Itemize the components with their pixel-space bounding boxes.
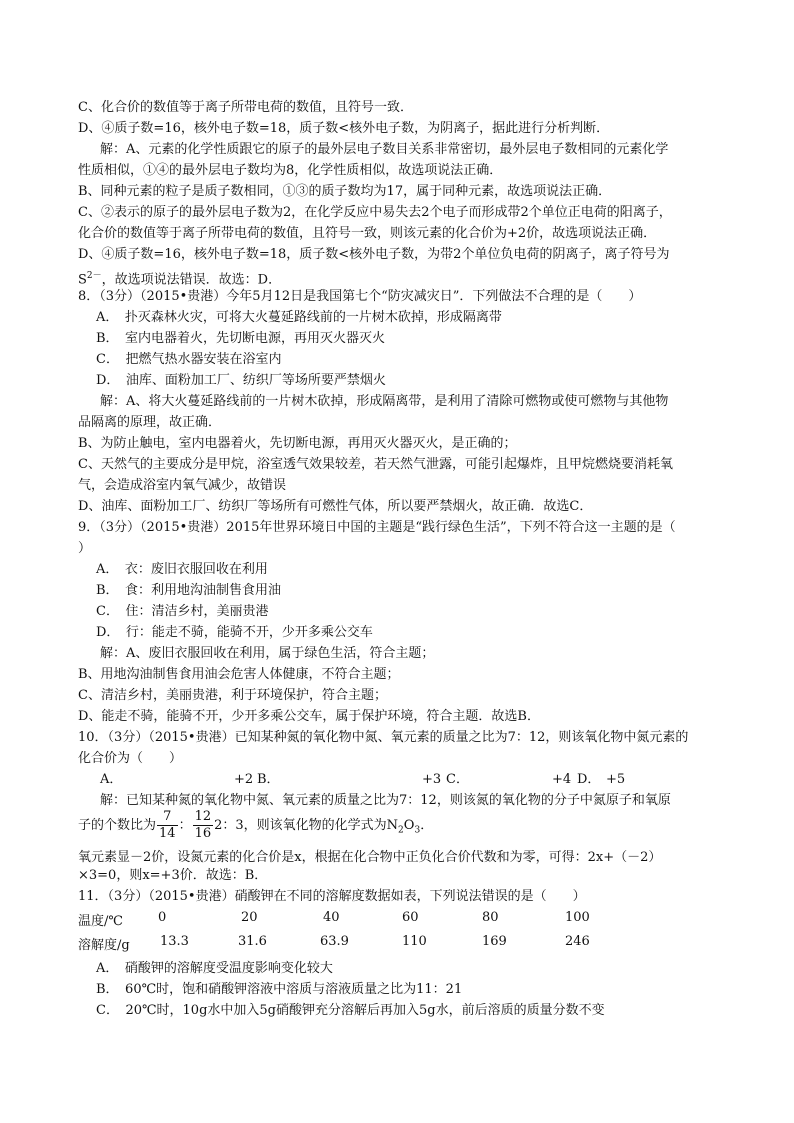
option-b-label: B． xyxy=(257,772,280,787)
question-10-options xyxy=(100,770,626,790)
table-cell: 40 xyxy=(323,910,340,925)
question-11-stem: 11．（3分）（2015•贵港）硝酸钾在不同的溶解度数据如表，下列说法错误的是（ ） xyxy=(78,889,586,904)
fraction xyxy=(157,809,178,842)
question-10-stem: 化合价为（ ） xyxy=(78,751,183,766)
question-11-option-a: A． 硝酸钾的溶解度受温度影响变化较大 xyxy=(96,961,333,976)
table-cell: 169 xyxy=(482,934,507,949)
question-10-solution xyxy=(78,808,718,844)
question-9-stem: ） xyxy=(78,541,92,556)
question-9-stem: 9．（3分）（2015•贵港）2015年世界环境日中国的主题是“践行绿色生活”，下列不符合这一主题的是（ xyxy=(78,520,676,535)
table-row-label: 温度/℃ xyxy=(78,914,123,929)
text-fragment: 2：3，则该氧化物的化学式为N xyxy=(214,818,399,833)
solution-line: 解：A、元素的化学性质跟它的原子的最外层电子数目关系非常密切，最外层电子数相同的元素化学 xyxy=(100,142,669,157)
question-8-solution: 品隔离的原理，故正确． xyxy=(78,415,222,430)
option-c-label: C． xyxy=(446,772,469,787)
text-line xyxy=(78,266,718,286)
table-cell: 13.3 xyxy=(160,934,189,949)
table-cell: 60 xyxy=(402,910,419,925)
question-8-solution: C、天然气的主要成分是甲烷，浴室透气效果较差，若天然气泄露，可能引起爆炸，且甲烷燃烧要消耗氧 xyxy=(78,457,673,472)
option-d-value: +5 xyxy=(606,772,626,787)
ion-charge: 2－ xyxy=(86,271,102,281)
subscript: 2 xyxy=(398,825,404,836)
table-cell: 246 xyxy=(565,934,590,949)
fraction xyxy=(193,809,214,842)
text-fragment: 子的个数比为 xyxy=(78,818,157,833)
question-8-option-c: C． 把燃气热水器安装在浴室内 xyxy=(96,352,282,367)
question-8-option-a: A． 扑灭森林火灾，可将大火蔓延路线前的一片树木砍掉，形成隔离带 xyxy=(96,310,502,325)
question-8-option-b: B． 室内电器着火，先切断电源，再用灭火器灭火 xyxy=(96,331,386,346)
fraction-denominator: 16 xyxy=(194,826,212,841)
text-line: C、②表示的原子的最外层电子数为2，在化学反应中易失去2个电子而形成带2个单位正电荷的阳离子， xyxy=(78,205,672,220)
question-8-solution: 气，会造成浴室内氧气减少，故错误 xyxy=(78,478,287,493)
question-9-solution: 解：A、废旧衣服回收在利用，属于绿色生活，符合主题； xyxy=(100,646,435,661)
text-line: D、④质子数=16，核外电子数=18，质子数<核外电子数，为阴离子，据此进行分析判断． xyxy=(78,121,610,136)
text-line: 化合价的数值等于离子所带电荷的数值，且符号一致，则该元素的化合价为+2价，故选项说法正确． xyxy=(78,226,657,241)
question-10-solution: ×3=0，则x=+3价．故选：B． xyxy=(78,868,268,883)
option-d-label: D． xyxy=(577,772,601,787)
option-b-value: +3 xyxy=(422,772,442,787)
subscript: 3 xyxy=(414,825,421,836)
table-cell: 80 xyxy=(482,910,499,925)
question-9-solution: D、能走不骑，能骑不开，少开多乘公交车，属于保护环境，符合主题．故选B． xyxy=(78,709,540,724)
question-10-solution: 解：已知某种氮的氧化物中氮、氧元素的质量之比为7：12，则该氮的氧化物的分子中氮原子和氧原 xyxy=(100,793,671,808)
option-c-value: +4 xyxy=(552,772,572,787)
question-9-option-c: C． 住：清洁乡村，美丽贵港 xyxy=(96,604,269,619)
fraction-denominator: 14 xyxy=(159,826,176,841)
text-fragment: ，故选项说法错误．故选：D． xyxy=(101,272,282,288)
table-cell: 110 xyxy=(402,934,427,949)
table-cell: 0 xyxy=(158,910,167,925)
fraction-numerator: 12 xyxy=(194,809,212,824)
question-10-stem: 10．（3分）（2015•贵港）已知某种氮的氧化物中氮、氧元素的质量之比为7：12，则该氧化物中氮元素的 xyxy=(78,730,689,745)
question-9-option-b: B． 食：利用地沟油制售食用油 xyxy=(96,583,282,598)
question-9-solution: C、清洁乡村，美丽贵港，利于环境保护，符合主题； xyxy=(78,688,387,703)
table-cell: 20 xyxy=(241,910,258,925)
question-9-solution: B、用地沟油制售食用油会危害人体健康，不符合主题； xyxy=(78,667,400,682)
question-10-solution: 氧元素显－2价，设氮元素的化合价是x，根据在化合物中正负化合价代数和为零，可得：2x+（－2） xyxy=(78,850,662,865)
colon: ： xyxy=(178,818,192,833)
text-line: D、④质子数=16，核外电子数=18，质子数<核外电子数，为带2个单位负电荷的阴离子，离子符号为 xyxy=(78,247,670,262)
table-cell: 31.6 xyxy=(238,934,267,949)
question-8-solution: B、为防止触电，室内电器着火，先切断电源，再用灭火器灭火，是正确的； xyxy=(78,436,517,451)
question-11-option-c: C． 20℃时，10g水中加入5g硝酸钾充分溶解后再加入5g水，前后溶质的质量分数不变 xyxy=(96,1003,605,1018)
fraction-numerator: 7 xyxy=(157,809,178,826)
question-8-solution: D、油库、面粉加工厂、纺织厂等场所有可燃性气体，所以要严禁烟火，故正确．故选C． xyxy=(78,499,593,514)
question-11-option-b: B． 60℃时，饱和硝酸钾溶液中溶质与溶液质量之比为11：21 xyxy=(96,982,463,997)
ion-symbol: S xyxy=(78,272,87,288)
option-a-value: +2 xyxy=(234,772,254,787)
table-cell: 100 xyxy=(565,910,590,925)
text-fragment: ． xyxy=(420,818,434,833)
question-8-stem: 8．（3分）（2015•贵港）今年5月12日是我国第七个“防灾减灾日”．下列做法不合理的是（ ） xyxy=(78,289,642,304)
text-fragment: O xyxy=(403,818,415,833)
text-line: C、化合价的数值等于离子所带电荷的数值，且符号一致． xyxy=(78,100,413,115)
question-9-option-d: D． 行：能走不骑，能骑不开，少开多乘公交车 xyxy=(96,625,373,640)
table-row-label: 溶解度/g xyxy=(78,938,130,953)
text-line: B、同种元素的粒子是质子数相同，①③的质子数均为17，属于同种元素，故选项说法正确． xyxy=(78,184,612,199)
table-cell: 63.9 xyxy=(320,934,349,949)
option-a-label: A． xyxy=(100,772,123,787)
question-9-option-a: A． 衣：废旧衣服回收在利用 xyxy=(96,562,268,577)
question-8-solution: 解：A、将大火蔓延路线前的一片树木砍掉，形成隔离带，是利用了清除可燃物或使可燃物与其他物 xyxy=(100,394,669,409)
question-8-option-d: D． 油库、面粉加工厂、纺织厂等场所要严禁烟火 xyxy=(96,373,386,388)
text-line: 性质相似，①④的最外层电子数均为8，化学性质相似，故选项说法正确． xyxy=(78,163,503,178)
